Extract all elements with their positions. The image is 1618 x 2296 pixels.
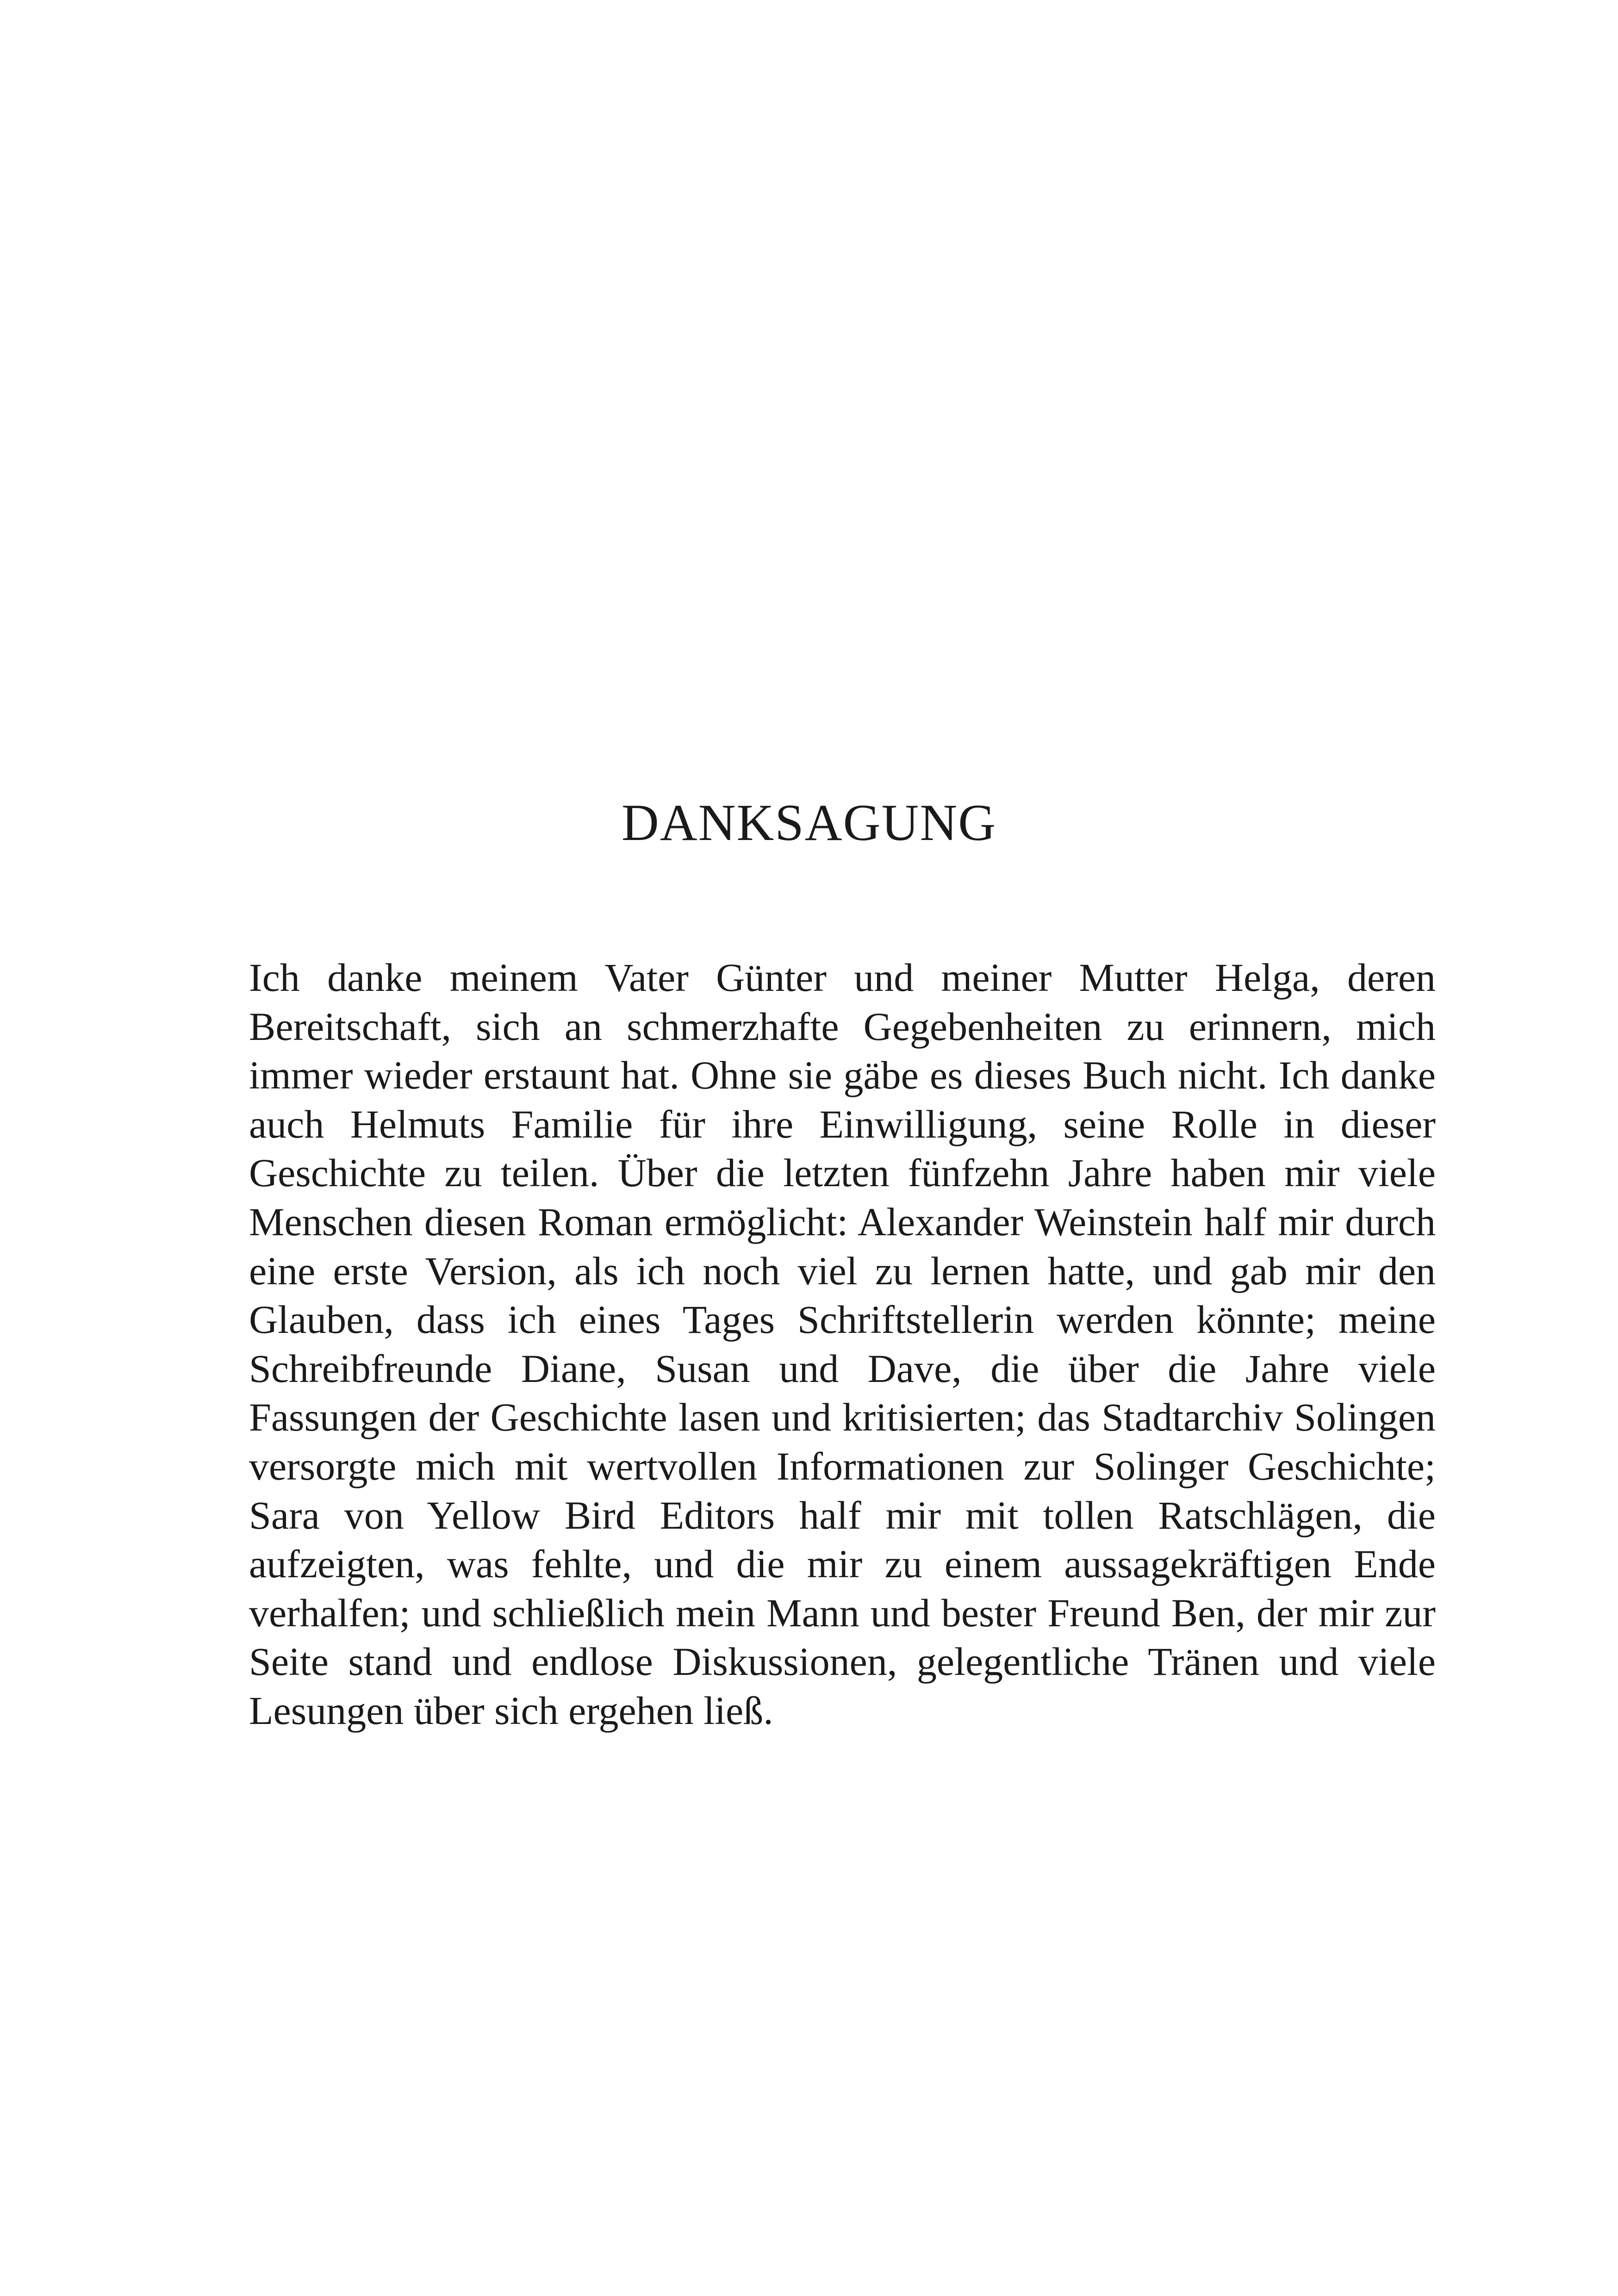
acknowledgements-paragraph: Ich danke meinem Vater Günter und meiner Mutter Helga, deren Bereitschaft, sich an schmerzhafte Gegebenheiten zu erinnern, mich immer wieder erstaunt hat. Ohne sie gäbe es dieses Buch nicht. Ich danke auch Helmuts Familie für ihre Einwilligung, seine Rolle in dieser Geschichte zu teilen. Über die letzten fünfzehn Jahre haben mir viele Menschen diesen Roman ermöglicht: Alexander Weinstein half mir durch eine erste Version, als ich noch viel zu lernen hatte, und gab mir den Glauben, dass ich eines Tages Schriftstellerin werden könnte; meine Schreibfreunde Diane, Susan und Dave, die über die Jahre viele Fassungen der Geschichte lasen und kritisierten; das Stadtarchiv Solingen versorgte mich mit wertvollen Informationen zur Solinger Geschichte; Sara von Yellow Bird Editors half mir mit tollen Ratschlägen, die aufzeigten, was fehlte, und die mir zu einem aussagekräftigen Ende verhalfen; und schließlich mein Mann und bester Freund Ben, der mir zur Seite stand und endlose Diskussionen, gelegentliche Tränen und viele Lesungen über sich ergehen ließ. (249, 955, 1436, 1733)
page-title: DANKSAGUNG (621, 794, 997, 852)
